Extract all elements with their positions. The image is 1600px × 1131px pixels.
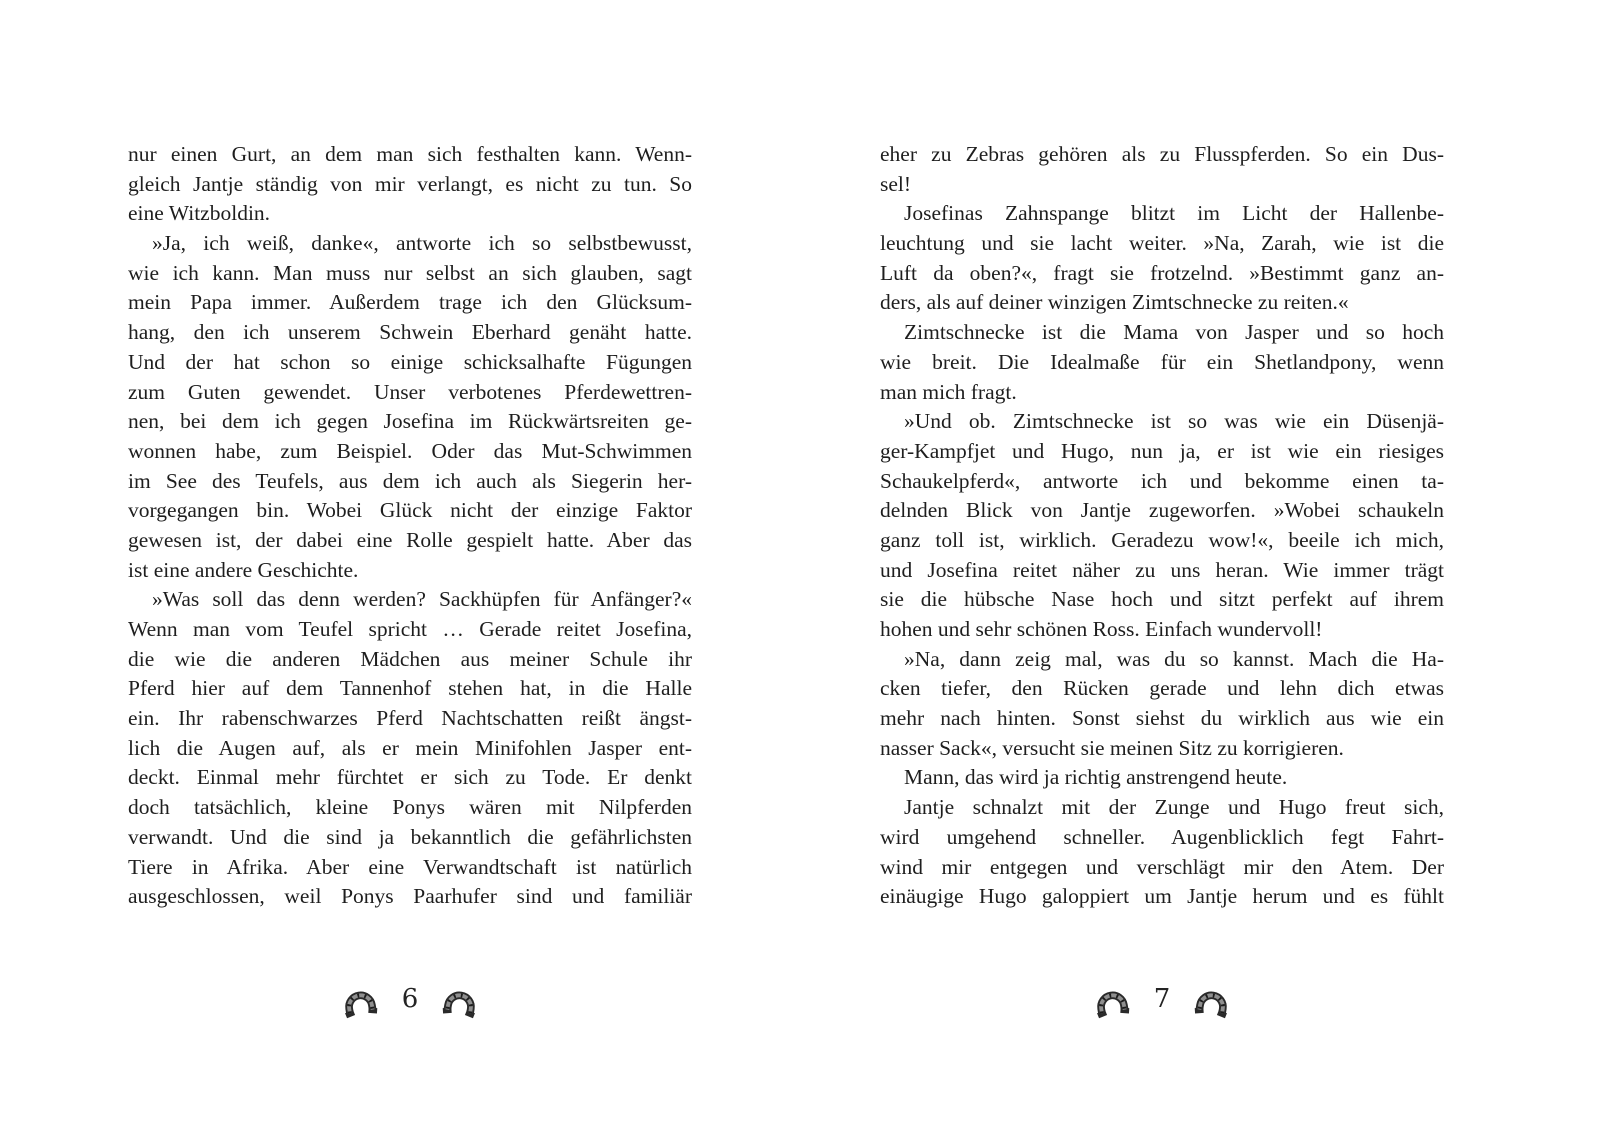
text-line: und Josefina reitet näher zu uns heran. Wie immer trägt [880,557,1444,582]
text-line: sel! [880,171,912,196]
horseshoe-icon [434,969,487,1026]
text-line: Schaukelpferd«, antworte ich und bekomme einen ta- [880,468,1444,493]
page-left-footer [128,966,692,1028]
horseshoe-icon [332,969,385,1026]
text-line: Josefinas Zahnspange blitzt im Licht der Hallenbe- [904,201,1444,226]
text-line: nen, bei dem ich gegen Josefina im Rückwärtsreiten ge- [128,409,692,434]
text-line: nasser Sack«, versucht sie meinen Sitz zu korrigieren. [880,735,1344,760]
text-line: eine Witzboldin. [128,201,271,226]
page-right-text-column [880,140,1444,912]
text-line: sie die hübsche Nase hoch und sitzt perfekt auf ihrem [880,587,1444,612]
text-line: vorgegangen bin. Wobei Glück nicht der einzige Faktor [128,498,692,523]
text-line: »Ja, ich weiß, danke«, antworte ich so selbstbewusst, [152,231,692,256]
text-line: wind mir entgegen und verschlägt mir den Atem. Der [880,854,1444,879]
page-number-left: 6 [401,984,419,1014]
text-line: »Und ob. Zimtschnecke ist so was wie ein Düsenjä- [904,409,1444,434]
text-line: ausgeschlossen, weil Ponys Paarhufer sind und familiär [128,884,692,909]
text-line: Jantje schnalzt mit der Zunge und Hugo freut sich, [904,795,1444,820]
text-line: lich die Augen auf, als er mein Minifohlen Jasper ent- [128,735,692,760]
text-line: doch tatsächlich, kleine Ponys wären mit Nilpferden [128,795,692,820]
text-line: ist eine andere Geschichte. [128,557,359,582]
text-line: leuchtung und sie lacht weiter. »Na, Zarah, wie ist die [880,231,1444,256]
text-line: hohen und sehr schönen Ross. Einfach wundervoll! [880,617,1323,641]
text-line: delnden Blick von Jantje zugeworfen. »Wobei schaukeln [880,498,1444,523]
text-line: ders, als auf deiner winzigen Zimtschnecke zu reiten.« [880,290,1349,315]
text-line: wie breit. Die Idealmaße für ein Shetlandpony, wenn [880,349,1444,374]
page-left-text-column [128,140,692,912]
text-line: Pferd hier auf dem Tannenhof stehen hat, in die Halle [128,676,692,701]
text-line: ger-Kampfjet und Hugo, nun ja, er ist wie ein riesiges [880,438,1444,463]
text-line: gewesen ist, der dabei eine Rolle gespielt hatte. Aber das [128,527,692,552]
text-line: wie ich kann. Man muss nur selbst an sich glauben, sagt [128,260,692,285]
text-line: gleich Jantje ständig von mir verlangt, es nicht zu tun. So [128,171,692,196]
text-line: die wie die anderen Mädchen aus meiner Schule ihr [128,646,692,671]
text-line: mehr nach hinten. Sonst siehst du wirklich aus wie ein [880,706,1444,731]
text-line: einäugige Hugo galoppiert um Jantje herum und es fühlt [880,884,1444,909]
text-line: hang, den ich unserem Schwein Eberhard genäht hatte. [128,320,692,345]
page-right-footer [880,966,1444,1028]
text-line: cken tiefer, den Rücken gerade und lehn dich etwas [880,676,1444,701]
text-line: zum Guten gewendet. Unser verbotenes Pferdewettren- [128,379,692,404]
text-line: mein Papa immer. Außerdem trage ich den Glücksum- [128,290,692,315]
page-number-right: 7 [1153,984,1171,1014]
text-line: man mich fragt. [880,379,1017,404]
horseshoe-icon [1084,969,1137,1026]
text-line: im See des Teufels, aus dem ich auch als Siegerin her- [128,468,692,493]
text-line: verwandt. Und die sind ja bekanntlich die gefährlichsten [128,824,692,849]
text-line: nur einen Gurt, an dem man sich festhalten kann. Wenn- [128,142,692,166]
text-line: wonnen habe, zum Beispiel. Oder das Mut-Schwimmen [128,438,692,463]
text-line: wird umgehend schneller. Augenblicklich fegt Fahrt- [880,824,1444,849]
horseshoe-icon [1186,969,1239,1026]
text-line: ganz toll ist, wirklich. Geradezu wow!«, beeile ich mich, [880,527,1444,552]
text-line: ein. Ihr rabenschwarzes Pferd Nachtschatten reißt ängst- [128,706,692,731]
text-line: Luft da oben?«, fragt sie frotzelnd. »Bestimmt ganz an- [880,260,1444,285]
text-line: deckt. Einmal mehr fürchtet er sich zu Tode. Er denkt [128,765,692,790]
text-line: Tiere in Afrika. Aber eine Verwandtschaft ist natürlich [128,854,692,879]
text-line: Wenn man vom Teufel spricht … Gerade reitet Josefina, [128,617,692,641]
text-line: Zimtschnecke ist die Mama von Jasper und so hoch [904,320,1444,345]
text-line: Und der hat schon so einige schicksalhafte Fügungen [128,349,692,374]
text-line: eher zu Zebras gehören als zu Flusspferden. So ein Dus- [880,142,1444,166]
text-line: »Was soll das denn werden? Sackhüpfen für Anfänger?« [152,587,692,612]
text-line: »Na, dann zeig mal, was du so kannst. Mach die Ha- [904,646,1444,671]
text-line: Mann, das wird ja richtig anstrengend heute. [904,765,1288,790]
